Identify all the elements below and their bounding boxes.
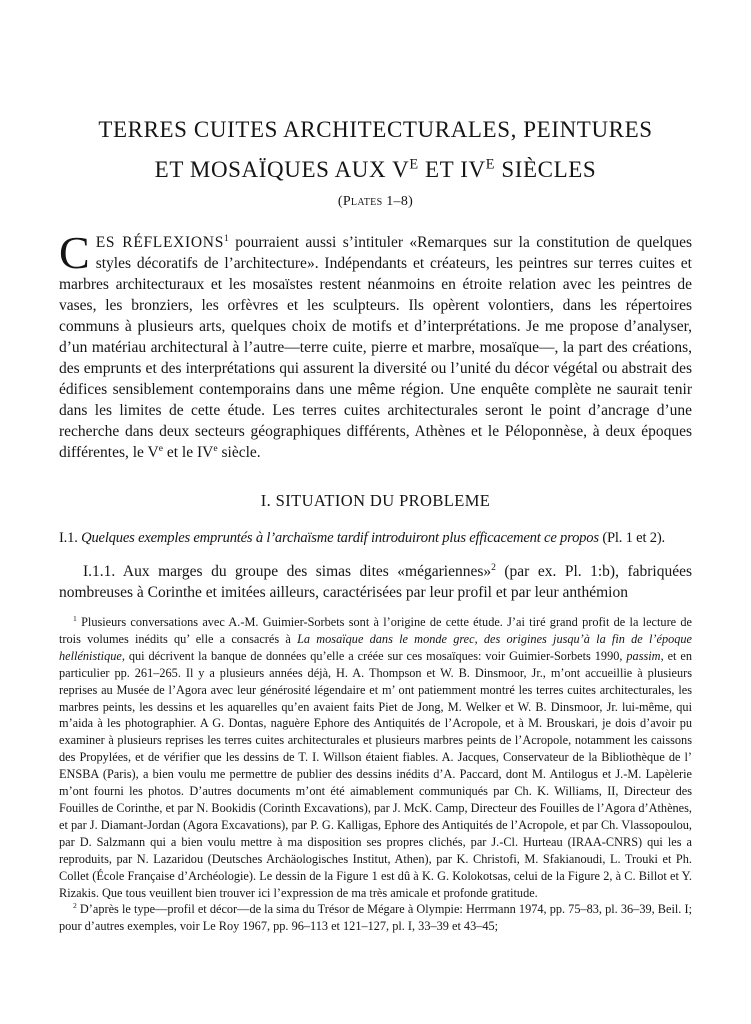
section-heading-situation-du-probleme: I. SITUATION DU PROBLEME bbox=[260, 491, 491, 510]
intro-paragraph-text: ES RÉFLEXIONS$^1$ pourraient aussi s’intituler «Remarques sur la constitution de quelques styles décoratifs de l’architecture». Indépendants et créateurs, les peintres sur terres cuites et marbres architecturaux et les mosaïstes restent néanmoins en étroite relation avec les peintres de vases, les bronziers, les orfèvres et les sculpteurs. Ils opèrent volontiers, dans les répertoires communs à plusieurs arts, quelques choix de motifs et d’interprétations. Je me propose d’analyser, d’un matériau architectural à l’autre—terre cuite, pierre et marbre, mosaïque—, la part des créations, des emprunts et des interprétations qui assurent la diversité ou l’unité du décor végétal ou abstrait des édifices sensiblement contemporains dans une même région. Une enquête complète ne saurait tenir dans les limites de cette étude. Les terres cuites architecturales seront le point d’ancrage d’une recherche dans deux secteurs géographiques différents, Athènes et le Péloponnèse, à deux époques différentes, le Ve et le IVe siècle. bbox=[59, 232, 692, 461]
footnote-1: $^1$ Plusieurs conversations avec A.-M. Guimier-Sorbets sont à l’origine de cette étude. J’ai tiré grand profit de la lecture de trois volumes inédits qu’ elle a consacrés à La mosaïque dans le monde grec, des origines jusqu’à la fin de l’époque hellénistique, qui décrivent la banque de données qu’elle a créée sur ces mosaïques: voir Guimier-Sorbets 1990, passim, et en particulier pp. 261–265. Il y a plusieurs années déjà, H. A. Thompson et W. B. Dinsmoor, Jr., m’ont accueillie à plusieurs reprises au Musée de l’Agora avec leur générosité légendaire et m’ ont patiemment montré les terres cuites architecturales, les marbres peints, les dessins et les aquarelles qu’en avaient faits Piet de Jong, M. Welker et W. B. Dinsmoor, Jr. lui-même, qui m’aida à les photographier. A G. Dontas, naguère Ephore des Antiquités de l’Acropole, et à M. Brouskari, je dois d’avoir pu examiner à plusieurs reprises les terres cuites architecturales et plusieurs marbres peints de l’Acropole, notamment les caissons des Propylées, et de vérifier que les dessins de T. I. Willson étaient fiables. A. Jacques, Conservateur de la Bibliothèque de l’ ENSBA (Paris), a bien voulu me permettre de publier des dessins inédits d’A. Paccard, dont M. Antilogus et J.-M. Lapèlerie m’ont fourni les photos. D’autres documents m’ont été aimablement communiqués par Ch. K. Williams, II, Directeur des Fouilles de Corinthe, et par N. Bookidis (Corinth Excavations), par J. McK. Camp, Directeur des Fouilles de l’Agora d’Athènes, et par J. Diamant-Jordan (Agora Excavations), par P. G. Kalligas, Ephore des Antiquités de l’Acropole, et par Ch. Vlassopoulou, par D. Salzmann qui a bien voulu mettre à ma disposition ses propres clichés, par J.-Cl. Hurteau (IRAA-CNRS) qui les a reproduits, par N. Lazaridou (Deutsches Archäologisches Institut, Athen), par K. Christofi, M. Sfakianoudi, L. Trouki et Ph. Collet (École Française d’Archéologie). Le dessin de la Figure 1 est dû à K. G. Kolokotsas, celui de la Figure 2, à C. Billot et Y. Rizakis. Que tous veuillent bien trouver ici l’expression de ma très amicale et profonde gratitude. bbox=[59, 613, 692, 900]
article-title-block bbox=[59, 110, 692, 214]
drop-cap: C bbox=[59, 227, 90, 278]
plates-subtitle: (Plates 1–8) bbox=[337, 194, 414, 209]
paragraph-i11: I.1.1. Aux marges du groupe des simas dites «mégariennes»$^2$ (par ex. Pl. 1:b), fabriquées nombreuses à Corinthe et imitées ailleurs, caractérisées par leur profil et par leur anthémion bbox=[59, 561, 692, 601]
intro-paragraph bbox=[59, 227, 692, 463]
subsection-i1: I.1. Quelques exemples empruntés à l’archaïsme tardif introduiront plus efficacement ce propos (Pl. 1 et 2). bbox=[59, 530, 665, 546]
article-title-line-1: TERRES CUITES ARCHITECTURALES, PEINTURES bbox=[98, 117, 653, 142]
footnotes-block bbox=[59, 614, 692, 935]
article-title-line-2: ET MOSAÏQUES AUX $V^E$ ET $IV^E$ SIÈCLES bbox=[154, 156, 597, 182]
footnote-2: $^2$ D’après le type—profil et décor—de la sima du Trésor de Mégare à Olympie: Herrmann 1974, pp. 75–83, pl. 36–39, Beil. I; pour d’autres exemples, voir Le Roy 1967, pp. 96–113 et 121–127, pl. I, 33–39 et 43–45; bbox=[59, 901, 692, 934]
